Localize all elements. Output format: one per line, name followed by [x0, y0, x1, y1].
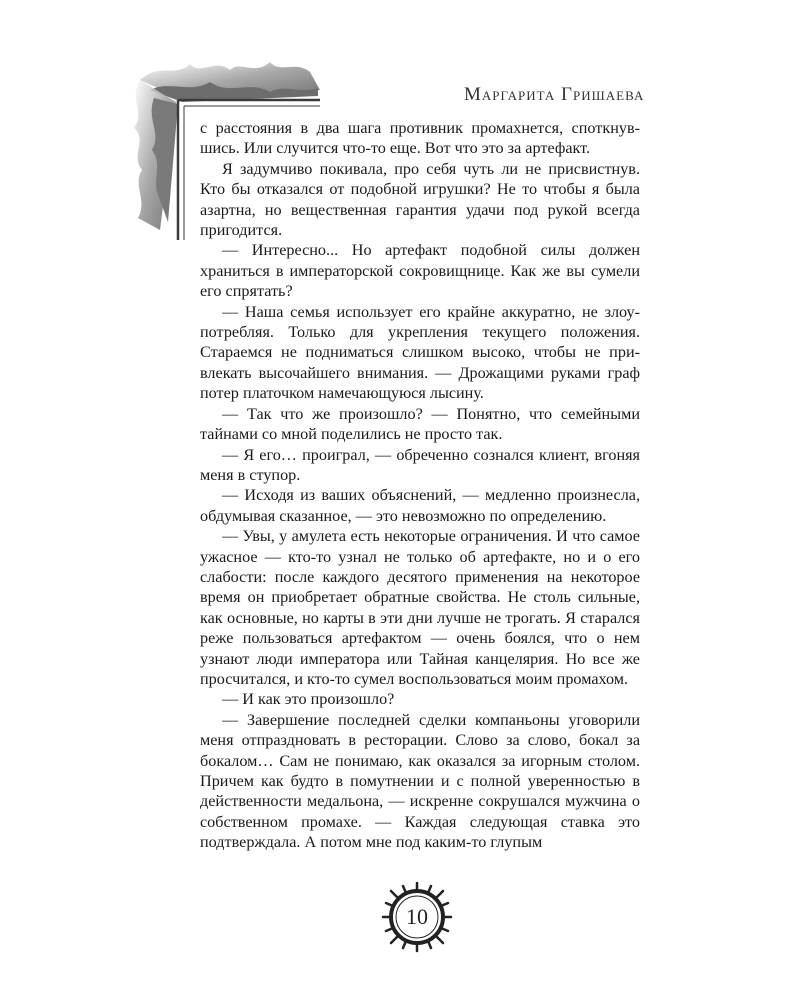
body-text: [200, 118, 640, 853]
paragraph: — Так что же произошло? — Понятно, что семейными тайнами со мной поделились не просто так.: [200, 404, 640, 444]
running-title: Маргарита Гришаева: [464, 84, 645, 105]
page-number: 10: [406, 904, 428, 929]
paragraph: — Увы, у амулета есть некоторые ограничения. И что самое ужасное — кто-то узнал не только об артефакте, но и о его слабости: после каждого десятого применения на некоторое время он приобретает обратные свойства. Не столь сильные, как основные, но карты в эти дни лучше не трогать. Я старался реже пользоваться артефактом — очень боялся, что о нем узнают люди императора или Тайная канцелярия. Но все же просчитался, и кто-то сумел воспользоваться моим промахом.: [200, 527, 640, 688]
paragraph: — Исходя из ваших объяснений, — медленно произнесла, обдумывая сказанное, — это невозможно по определению.: [200, 486, 640, 525]
page-number-badge: [380, 880, 454, 954]
paragraph: с расстояния в два шага противник промахнется, споткнувшись. Или случится что-то еще. Вот что это за артефакт.: [200, 119, 640, 158]
paragraph: Я задумчиво покивала, про себя чуть ли не присвистнув. Кто бы отказался от подобной игрушки? Не то чтобы я была азартна, но вещественная гарантия удачи под рукой всегда пригодится.: [200, 159, 640, 240]
paragraph: — Завершение последней сделки компаньоны уговорили меня отпраздновать в ресторации. Слово за слово, бокал за бокалом… Сам не понимаю, как оказался за игорным столом. Причем как будто в помутнении и с полной уверенностью в действенности медальона, — искренне сокрушался мужчина о собственном промахе. — Каждая следующая ставка это подтверждала. А потом мне под каким-то глупым: [200, 710, 640, 852]
paragraph: — И как это произошло?: [222, 690, 395, 709]
paragraph: — Я его… проиграл, — обреченно сознался клиент, вгоняя меня в ступор.: [200, 445, 640, 484]
paragraph: — Наша семья использует его крайне аккуратно, не злоупотребляя. Только для укрепления текущего положения. Стараемся не подниматься слишком высоко, чтобы не привлекать высочайшего внимания. — Дрожащими руками граф потер платочком намечающуюся лысину.: [200, 302, 640, 403]
paragraph: — Интересно... Но артефакт подобной силы должен храниться в императорской сокровищнице. Как же вы сумели его спрятать?: [200, 241, 640, 301]
